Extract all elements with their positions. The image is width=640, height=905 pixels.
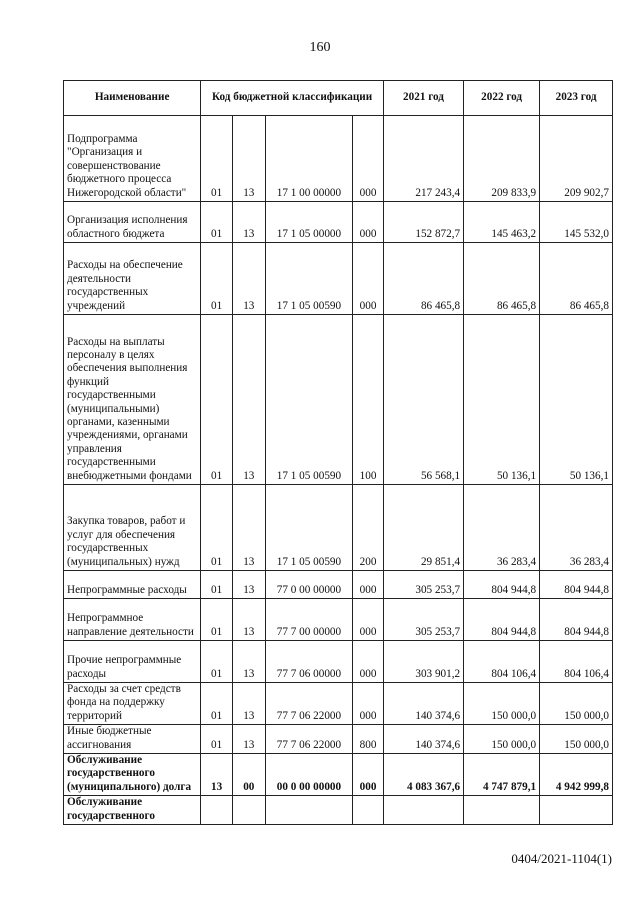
row-value-2023 [540,796,613,825]
row-value-2023: 150 000,0 [540,683,613,725]
row-section-code: 01 [201,485,233,571]
row-target-article: 77 0 00 00000 [265,571,353,599]
row-subsection-code: 13 [232,683,265,725]
row-value-2022: 145 463,2 [464,202,540,243]
row-expense-type: 000 [353,641,384,683]
row-value-2022: 150 000,0 [464,683,540,725]
table-row [64,315,613,485]
row-target-article [265,796,353,825]
row-expense-type: 000 [353,754,384,796]
row-value-2021: 86 465,8 [383,243,463,315]
row-section-code: 01 [201,641,233,683]
table-row [64,116,613,202]
row-value-2023: 145 532,0 [540,202,613,243]
row-name: Обслуживание государственного [64,796,201,825]
row-section-code: 01 [201,571,233,599]
row-expense-type: 100 [353,315,384,485]
row-value-2022 [464,796,540,825]
row-value-2022: 209 833,9 [464,116,540,202]
row-expense-type [353,796,384,825]
header-code: Код бюджетной классификации [201,81,384,116]
row-value-2022: 150 000,0 [464,725,540,754]
table-row [64,571,613,599]
table-row [64,796,613,825]
row-expense-type: 000 [353,243,384,315]
row-value-2023: 209 902,7 [540,116,613,202]
row-target-article: 17 1 05 00590 [265,315,353,485]
row-target-article: 77 7 00 00000 [265,599,353,641]
header-2023: 2023 год [540,81,613,116]
row-expense-type: 000 [353,116,384,202]
row-subsection-code: 00 [232,754,265,796]
table-row [64,754,613,796]
row-section-code [201,796,233,825]
row-name: Подпрограмма "Организация и совершенствование бюджетного процесса Нижегородской области" [64,116,201,202]
row-name: Обслуживание государственного (муниципального) долга [64,754,201,796]
row-value-2022: 50 136,1 [464,315,540,485]
row-value-2021: 305 253,7 [383,571,463,599]
row-name: Закупка товаров, работ и услуг для обеспечения государственных (муниципальных) нужд [64,485,201,571]
row-value-2023: 36 283,4 [540,485,613,571]
row-subsection-code: 13 [232,315,265,485]
row-value-2021: 4 083 367,6 [383,754,463,796]
row-subsection-code: 13 [232,571,265,599]
row-name: Организация исполнения областного бюджета [64,202,201,243]
row-subsection-code: 13 [232,725,265,754]
row-name: Расходы на обеспечение деятельности государственных учреждений [64,243,201,315]
table-row [64,683,613,725]
row-value-2022: 804 106,4 [464,641,540,683]
row-value-2023: 50 136,1 [540,315,613,485]
row-expense-type: 000 [353,571,384,599]
row-expense-type: 000 [353,202,384,243]
row-value-2023: 150 000,0 [540,725,613,754]
row-value-2022: 804 944,8 [464,599,540,641]
table-row [64,641,613,683]
row-value-2023: 804 106,4 [540,641,613,683]
row-value-2021: 152 872,7 [383,202,463,243]
row-target-article: 00 0 00 00000 [265,754,353,796]
row-name: Иные бюджетные ассигнования [64,725,201,754]
row-value-2022: 86 465,8 [464,243,540,315]
row-value-2021: 140 374,6 [383,683,463,725]
table-row [64,485,613,571]
row-section-code: 01 [201,599,233,641]
table-row [64,243,613,315]
row-target-article: 17 1 00 00000 [265,116,353,202]
row-section-code: 01 [201,202,233,243]
row-subsection-code: 13 [232,485,265,571]
table-row [64,599,613,641]
row-expense-type: 200 [353,485,384,571]
row-expense-type: 000 [353,599,384,641]
row-value-2021: 29 851,4 [383,485,463,571]
row-name: Расходы на выплаты персоналу в целях обеспечения выполнения функций государственными (муниципальными) органами, казенными учреждениями, органами управления государственными внебюджетными фондами [64,315,201,485]
row-value-2023: 4 942 999,8 [540,754,613,796]
table-row [64,725,613,754]
row-value-2021: 140 374,6 [383,725,463,754]
row-target-article: 77 7 06 00000 [265,641,353,683]
header-name: Наименование [64,81,201,116]
row-subsection-code: 13 [232,641,265,683]
row-value-2022: 4 747 879,1 [464,754,540,796]
row-name: Непрограммные расходы [64,571,201,599]
row-value-2023: 804 944,8 [540,571,613,599]
row-name: Расходы за счет средств фонда на поддержку территорий [64,683,201,725]
row-subsection-code: 13 [232,116,265,202]
row-value-2021: 56 568,1 [383,315,463,485]
row-subsection-code [232,796,265,825]
row-section-code: 01 [201,315,233,485]
row-value-2023: 86 465,8 [540,243,613,315]
row-subsection-code: 13 [232,599,265,641]
header-2022: 2022 год [464,81,540,116]
header-2021: 2021 год [383,81,463,116]
row-name: Прочие непрограммные расходы [64,641,201,683]
row-name: Непрограммное направление деятельности [64,599,201,641]
row-value-2021: 303 901,2 [383,641,463,683]
page-number: 160 [309,40,331,55]
row-section-code: 01 [201,725,233,754]
row-value-2021: 305 253,7 [383,599,463,641]
document-code: 0404/2021-1104(1) [511,851,612,866]
row-target-article: 77 7 06 22000 [265,725,353,754]
row-subsection-code: 13 [232,202,265,243]
row-subsection-code: 13 [232,243,265,315]
row-value-2022: 36 283,4 [464,485,540,571]
row-target-article: 17 1 05 00000 [265,202,353,243]
table-header-row [64,81,613,116]
row-section-code: 01 [201,243,233,315]
row-section-code: 01 [201,116,233,202]
row-value-2021 [383,796,463,825]
row-expense-type: 000 [353,683,384,725]
row-value-2021: 217 243,4 [383,116,463,202]
row-section-code: 01 [201,683,233,725]
row-value-2023: 804 944,8 [540,599,613,641]
table-row [64,202,613,243]
row-section-code: 13 [201,754,233,796]
budget-table [63,80,613,825]
row-expense-type: 800 [353,725,384,754]
row-target-article: 77 7 06 22000 [265,683,353,725]
row-target-article: 17 1 05 00590 [265,485,353,571]
row-value-2022: 804 944,8 [464,571,540,599]
row-target-article: 17 1 05 00590 [265,243,353,315]
